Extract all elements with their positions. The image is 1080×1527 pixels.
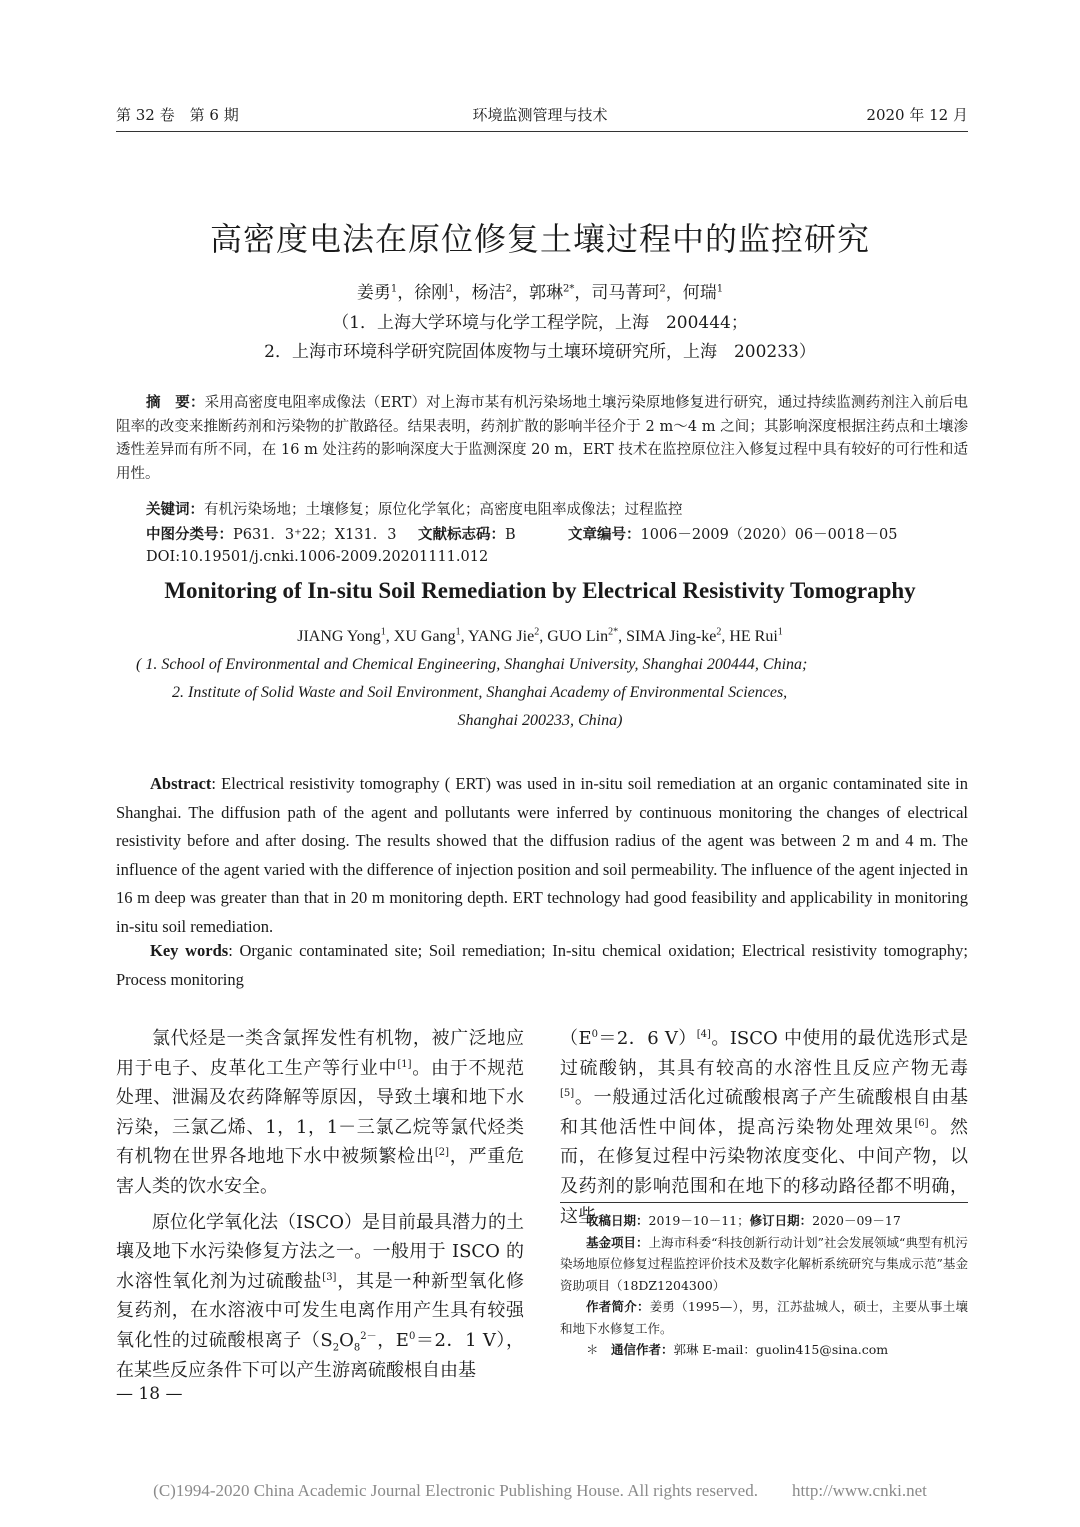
citation: [5] [560, 1088, 575, 1100]
keywords-cn-text: 有机污染场地；土壤修复；原位化学氧化；高密度电阻率成像法；过程监控 [204, 502, 683, 518]
affiliation-en-3: Shanghai 200233, China) [457, 712, 623, 729]
footnote-dates: 收稿日期：2019－10－11；修订日期：2020－09－17 [586, 1213, 901, 1228]
citation: [2] [434, 1147, 449, 1159]
footnote-rule [560, 1202, 968, 1203]
footnotes [560, 1210, 968, 1361]
body-right-column [560, 1024, 968, 1231]
footnote-fund: 基金项目：上海市科委“科技创新行动计划”社会发展领域“典型有机污染场地原位修复过程监控评价技术及数字化解析系统研究与集成示范”基金资助项目（18DZ1204300） [560, 1234, 968, 1293]
body-left-column [116, 1024, 524, 1385]
header-date: 2020 年 12 月 [866, 106, 968, 124]
page-number: — 18 — [116, 1384, 183, 1404]
body-paragraph: 氯代烃是一类含氯挥发性有机物，被广泛地应用于电子、皮革化工生产等行业中[1]。由于不规范处理、泄漏及农药降解等原因，导致土壤和地下水污染，三氯乙烯、1，1，1－三氯乙烷等氯代烃类有机物在世界各地地下水中被频繁检出[2]，严重危害人类的饮水安全。 [116, 1028, 525, 1197]
citation: [3] [322, 1271, 337, 1283]
author-en: YANG Jie [467, 628, 535, 645]
citation: [6] [914, 1117, 929, 1129]
author-cn: 司马菁珂 [591, 283, 660, 303]
author-cn: 徐刚 [414, 283, 449, 303]
author-cn: 何瑞 [682, 283, 717, 303]
citation: [4] [696, 1029, 711, 1040]
footnote-author: 作者简介：姜勇（1995—），男，江苏盐城人，硕士，主要从事土壤和地下水修复工作。 [560, 1299, 968, 1336]
keywords-en [116, 937, 968, 994]
doc-code: 文献标志码：B [418, 527, 516, 543]
author-cn: 郭琳 [529, 283, 563, 303]
header-journal: 环境监测管理与技术 [472, 106, 608, 124]
title-cn: 高密度电法在原位修复土壤过程中的监控研究 [209, 220, 870, 258]
affiliation-cn-1: （1．上海大学环境与化学工程学院，上海 200444； [332, 313, 748, 333]
abstract-cn-label: 摘 要： [146, 395, 205, 411]
copyright-notice: (C)1994-2020 China Academic Journal Electronic Publishing House. All rights reserved. http://www.cnki.net [153, 1481, 927, 1500]
keywords-cn [146, 498, 683, 519]
abstract-cn-text: 采用高密度电阻率成像法（ERT）对上海市某有机污染场地土壤污染原地修复进行研究，通过持续监测药剂注入前后电阻率的改变来推断药剂和污染物的扩散路径。结果表明，药剂扩散的影响半径介于 2 m～4 m 之间；其影响深度根据注药点和土壤渗透性差异而有所不同，在 16 m 处注药的影响深度大于监测深度 20 m，ERT 技术在监控原位注入修复过程中具有较好的可行性和适用性。 [116, 395, 969, 482]
article-number: 文章编号：1006－2009（2020）06－0018－05 [568, 527, 898, 543]
abstract-cn [116, 392, 968, 486]
author-en: JIANG Yong [297, 628, 381, 645]
header-volume-issue: 第 32 卷 第 6 期 [116, 106, 239, 124]
citation: [1] [397, 1058, 412, 1070]
affiliation-cn-2: 2．上海市环境科学研究院固体废物与土壤环境研究所，上海 200233） [264, 342, 816, 362]
classification: 中图分类号：P631．3⁺22；X131．3 [146, 527, 397, 543]
author-cn: 杨洁 [471, 283, 506, 303]
footnote-corresponding: ＊ 通信作者：郭琳 E-mail：guolin415@sina.com [586, 1342, 889, 1357]
keywords-en-text: : Organic contaminated site; Soil remediation; In-situ chemical oxidation; Electrical resistivity tomography; Process monitoring [116, 941, 968, 989]
header-rule [116, 131, 968, 132]
affiliation-en-1: ( 1. School of Environmental and Chemical Engineering, Shanghai University, Shanghai 200444, China; [136, 656, 808, 673]
abstract-en [116, 770, 968, 941]
affiliation-en-2: 2. Institute of Solid Waste and Soil Environment, Shanghai Academy of Environmental Sciences, [172, 684, 788, 701]
doi: DOI:10.19501/j.cnki.1006-2009.20201111.012 [146, 549, 489, 565]
title-en: Monitoring of In-situ Soil Remediation by Electrical Resistivity Tomography [164, 578, 916, 603]
author-en: GUO Lin [547, 628, 609, 645]
author-en: SIMA Jing-ke [626, 628, 717, 645]
abstract-en-text: : Electrical resistivity tomography ( ERT) was used in in-situ soil remediation at an organic contaminated site in Shanghai. The diffusion path of the agent and pollutants were inferred by continuous monitoring the changes of electrical resistivity before and after dosing. The results showed that the diffusion radius of the agent was between 2 m and 4 m. The influence of the agent varied with the difference of injection position and soil permeability. The influence of the agent injected in 16 m deep was greater than that in 20 m monitoring depth. ERT technology had good feasibility and applicability in monitoring in-situ soil remediation. [116, 774, 968, 936]
author-cn: 姜勇 [356, 283, 391, 303]
body-paragraph: （$E^0=2$．6 V）[4]。ISCO 中使用的最优选形式是过硫酸钠，其具有较高的水溶性且反应产物无毒[5]。一般通过活化过硫酸根离子产生硫酸根自由基和其他活性中间体，提高污染物处理效果[6]。然而，在修复过程中污染物浓度变化、中间产物，以及药剂的影响范围和在地下的移动路径都不明确，这些 [560, 1028, 969, 1227]
authors-en: JIANG Yong$^1$, XU Gang$^1$, YANG Jie$^2$, GUO Lin$^{2*}$, SIMA Jing-$ke^2$, HE Rui$^1$ [297, 626, 783, 645]
abstract-en-label: Abstract [150, 774, 212, 793]
author-en: HE Rui [729, 628, 778, 645]
authors-cn: 姜勇$^1$，徐刚$^1$，杨洁$^2$，郭琳$^{2*}$，司马菁珂$^2$，何瑞$^1$ [356, 283, 724, 303]
keywords-en-label: Key words [150, 941, 229, 960]
body-paragraph: 原位化学氧化法（ISCO）是目前最具潜力的土壤及地下水污染修复方法之一。一般用于 ISCO 的水溶性氧化剂为过硫酸盐[3]，其是一种新型氧化修复药剂，在水溶液中可发生电离作用产生具有较强氧化性的过硫酸根离子（$S_2O_8^{2-}$，$E^0=2$．1 V），在某些反应条件下可以产生游离硫酸根自由基 [116, 1211, 525, 1381]
keywords-cn-label: 关键词： [146, 502, 204, 518]
author-en: XU Gang [393, 628, 456, 645]
